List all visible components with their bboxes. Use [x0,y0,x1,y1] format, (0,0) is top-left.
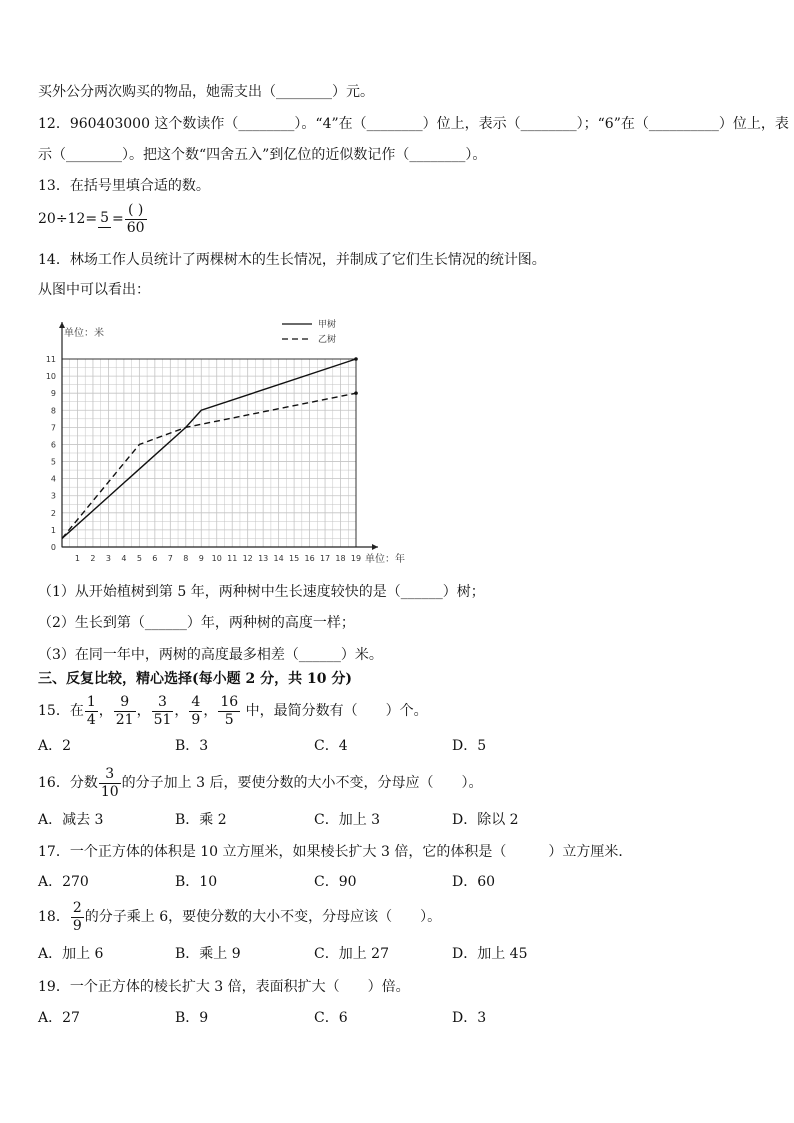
chart-grid [62,359,356,547]
q15-suffix: 中，最简分数有（ ）个。 [245,703,428,719]
x-tick-label: 15 [289,554,300,563]
q13-equals: = [112,211,124,227]
q15-option-b[interactable]: B．3 [175,738,209,754]
x-tick-label: 6 [152,554,158,563]
q15-frac-num: 3 [152,694,174,712]
x-tick-label: 12 [242,554,253,563]
q15-fraction [85,694,98,729]
legend-label: 甲树 [318,320,337,330]
series-end-point [354,391,358,395]
q11-tail-text: 买外公分两次购买的物品，她需支出（________）元。 [38,84,374,100]
q15-frac-den: 4 [86,711,96,728]
q13-frac2-num: ( ) [125,202,147,220]
q17-option-b[interactable]: B．10 [175,874,218,890]
q15-option-d[interactable]: D．5 [452,738,487,754]
q16-stem [38,764,482,802]
q15-fraction [189,694,202,729]
q19-option-d[interactable]: D．3 [452,1010,487,1026]
y-tick-label: 10 [45,372,56,382]
x-tick-label: 13 [258,554,269,563]
q13-frac2-den: 60 [126,219,145,236]
q15-frac-den: 9 [191,711,201,728]
q14-sub3: （3）在同一年中，两树的高度最多相差（______）米。 [38,647,383,663]
q12-line2: 示（________）。把这个数“四舍五入”到亿位的近似数记作（________）。 [38,147,487,163]
q16-fraction [99,766,121,801]
q13-fraction-2 [125,202,147,237]
q15-fraction [152,694,174,729]
q19-option-b[interactable]: B．9 [175,1010,209,1026]
q17-stem: 17．一个正方体的体积是 10 立方厘米，如果棱长扩大 3 倍，它的体积是（ ）立方厘米． [38,844,633,860]
q14-intro: 从图中可以看出： [38,282,150,298]
q18-option-c[interactable]: C．加上 27 [314,946,389,962]
x-tick-label: 18 [335,554,346,563]
x-tick-label: 2 [90,554,96,563]
q15-frac-num: 9 [114,694,136,712]
q15-frac-den: 21 [115,711,134,728]
q18-frac-den: 9 [72,917,82,934]
q19-stem: 19．一个正方体的棱长扩大 3 倍，表面积扩大（ ）倍。 [38,979,410,995]
x-tick-label: 8 [183,554,189,563]
q15-frac-den: 51 [153,711,172,728]
q16-suffix: 的分子加上 3 后，要使分数的大小不变，分母应（ ）。 [121,775,483,791]
q18-frac-num: 2 [72,899,82,916]
q16-options [38,810,758,830]
q15-options [38,736,758,756]
q16-frac-den: 10 [100,783,119,800]
q13-fraction-1 [98,210,111,228]
q14-sub2: （2）生长到第（______）年，两种树的高度一样； [38,615,355,631]
q18-stem [38,898,441,936]
x-tick-label: 5 [136,554,142,563]
q18-suffix: 的分子乘上 6，要使分数的大小不变，分母应该（ ）。 [84,909,442,925]
x-tick-label: 17 [319,554,331,563]
x-tick-label: 10 [211,554,222,563]
q17-option-a[interactable]: A．270 [38,874,89,890]
series-end-point [354,357,358,361]
y-tick-label: 5 [50,457,56,467]
q18-option-b[interactable]: B．乘上 9 [175,946,241,962]
chart-legend [282,318,336,345]
chart-x-axis-label: 单位：年 [365,554,405,565]
x-tick-label: 3 [105,554,111,563]
q15-frac-den: 5 [224,711,234,728]
x-tick-label: 1 [74,554,81,563]
q18-options [38,944,758,964]
section3-heading: 三、反复比较，精心选择(每小题 2 分，共 10 分) [38,671,352,687]
q18-option-d[interactable]: D．加上 45 [452,946,528,962]
q18-fraction [71,900,84,935]
x-tick-label: 16 [304,554,315,563]
y-tick-label: 9 [50,389,56,399]
q17-option-c[interactable]: C．90 [314,874,357,890]
x-tick-label: 7 [167,554,173,563]
y-tick-label: 11 [45,355,56,364]
q15-frac-num: 16 [220,693,239,710]
chart-y-axis-label: 单位：米 [64,328,104,339]
q15-fraction [218,694,240,729]
q19-option-c[interactable]: C．6 [314,1010,348,1026]
q18-option-a[interactable]: A．加上 6 [38,946,104,962]
q14-sub1: （1）从开始植树到第 5 年，两种树中生长速度较快的是（______）树； [38,584,485,600]
q15-prefix: 15．在 [38,703,84,719]
q14-stem: 14．林场工作人员统计了两棵树木的生长情况，并制成了它们生长情况的统计图。 [38,252,546,268]
x-tick-label: 9 [198,554,204,563]
q15-frac-num: 4 [191,693,201,710]
x-tick-label: 11 [227,554,238,563]
q18-prefix: 18． [38,909,70,925]
y-tick-label: 1 [50,525,56,535]
q13-frac1-num: 5 [100,210,110,226]
y-tick-label: 3 [50,491,56,501]
q15-fraction [114,694,136,729]
y-tick-label: 8 [50,406,56,416]
q19-option-a[interactable]: A．27 [38,1010,80,1026]
q13-expression [38,201,148,237]
tree-growth-chart [34,308,414,570]
x-tick-label: 4 [121,554,127,563]
q16-option-b[interactable]: B．乘 2 [175,812,227,828]
q17-option-d[interactable]: D．60 [452,874,496,890]
q16-prefix: 16．分数 [38,775,98,791]
q15-stem: 15．在 $\frac{1}{4}$ ， $\frac{9}{21}$ ， $\frac{3}{51}$ ， $\frac{4}{9}$ ， $\frac{16}{5}$ 中，最简分数有（ ）个。 [38,693,428,728]
q15-option-a[interactable]: A．2 [38,738,72,754]
legend-label: 乙树 [318,335,337,345]
q15-frac-num: 1 [86,693,96,710]
q12-line1: 12．960403000 这个数读作（________）。“4”在（________）位上，表示（________）；“6”在（__________）位上，表 [38,116,789,132]
q16-frac-num: 3 [99,766,121,784]
q17-options [38,872,758,892]
y-tick-label: 7 [50,423,56,433]
q19-options [38,1008,758,1028]
q16-option-a[interactable]: A．减去 3 [38,812,104,828]
q13-stem: 13．在括号里填合适的数。 [38,178,210,194]
x-tick-label: 19 [350,554,362,563]
x-tick-label: 14 [273,554,284,563]
y-tick-label: 2 [50,508,56,518]
y-tick-label: 6 [50,440,56,450]
q13-expr-left: 20÷12= [38,211,98,227]
q16-option-c[interactable]: C．加上 3 [314,812,381,828]
y-tick-label: 0 [50,543,56,552]
q16-option-d[interactable]: D．除以 2 [452,812,519,828]
y-tick-label: 4 [50,474,56,484]
q15-option-c[interactable]: C．4 [314,738,348,754]
x-axis-arrow [372,544,378,550]
